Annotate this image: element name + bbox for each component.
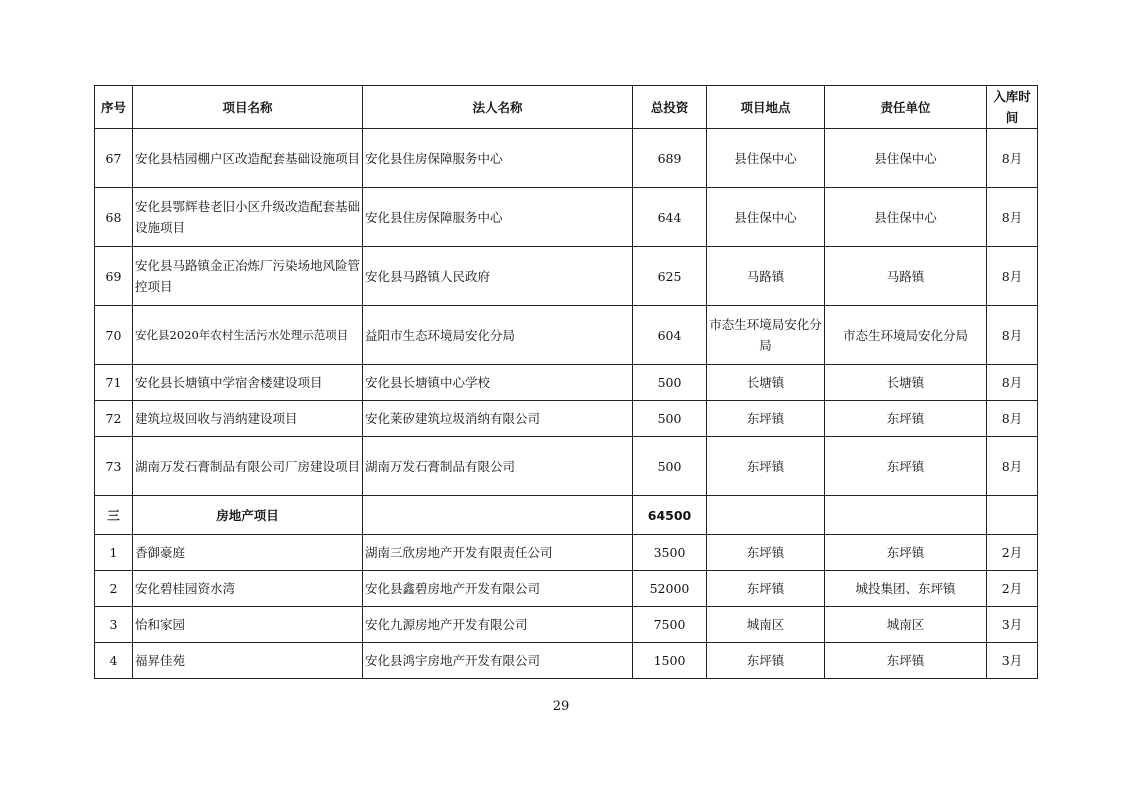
row-project-name: 安化县马路镇金正冶炼厂污染场地风险管控项目 — [133, 247, 363, 306]
table-row — [95, 535, 1038, 571]
project-table — [94, 85, 1038, 679]
row-project-name: 安化碧桂园资水湾 — [133, 571, 363, 607]
row-no: 1 — [95, 535, 133, 571]
row-project-name: 安化县桔园棚户区改造配套基础设施项目 — [133, 129, 363, 188]
row-entry-time: 2月 — [987, 571, 1038, 607]
row-location: 马路镇 — [707, 247, 825, 306]
row-legal-name: 安化县住房保障服务中心 — [363, 188, 633, 247]
header-location: 项目地点 — [707, 86, 825, 129]
row-legal-name: 安化县鸿宇房地产开发有限公司 — [363, 643, 633, 679]
row-no: 4 — [95, 643, 133, 679]
row-project-name: 湖南万发石膏制品有限公司厂房建设项目 — [133, 437, 363, 496]
page-number: 29 — [552, 699, 570, 714]
row-total-investment: 644 — [633, 188, 707, 247]
row-responsible-unit: 马路镇 — [825, 247, 987, 306]
row-total-investment: 7500 — [633, 607, 707, 643]
header-legal-name: 法人名称 — [363, 86, 633, 129]
row-no: 2 — [95, 571, 133, 607]
row-responsible-unit: 东坪镇 — [825, 535, 987, 571]
row-location: 东坪镇 — [707, 571, 825, 607]
row-responsible-unit: 长塘镇 — [825, 365, 987, 401]
row-project-name: 香御豪庭 — [133, 535, 363, 571]
header-entry-time: 入库时间 — [987, 86, 1038, 129]
row-total-investment: 604 — [633, 306, 707, 365]
row-entry-time: 8月 — [987, 437, 1038, 496]
row-entry-time: 8月 — [987, 129, 1038, 188]
section-no: 三 — [95, 496, 133, 535]
table-row — [95, 247, 1038, 306]
table-row — [95, 365, 1038, 401]
table-row — [95, 643, 1038, 679]
row-total-investment: 689 — [633, 129, 707, 188]
row-location: 东坪镇 — [707, 535, 825, 571]
row-no: 68 — [95, 188, 133, 247]
row-legal-name: 安化县鑫碧房地产开发有限公司 — [363, 571, 633, 607]
row-location: 长塘镇 — [707, 365, 825, 401]
row-legal-name: 安化九源房地产开发有限公司 — [363, 607, 633, 643]
row-location: 东坪镇 — [707, 437, 825, 496]
row-project-name: 建筑垃圾回收与消纳建设项目 — [133, 401, 363, 437]
row-entry-time: 3月 — [987, 607, 1038, 643]
row-project-name: 安化县鄂辉巷老旧小区升级改造配套基础设施项目 — [133, 188, 363, 247]
row-no: 70 — [95, 306, 133, 365]
row-entry-time: 8月 — [987, 365, 1038, 401]
row-entry-time: 8月 — [987, 306, 1038, 365]
table-row — [95, 188, 1038, 247]
row-responsible-unit: 城投集团、东坪镇 — [825, 571, 987, 607]
row-entry-time: 8月 — [987, 401, 1038, 437]
header-no: 序号 — [95, 86, 133, 129]
row-total-investment: 625 — [633, 247, 707, 306]
row-project-name: 怡和家园 — [133, 607, 363, 643]
table-row — [95, 437, 1038, 496]
row-project-name: 安化县长塘镇中学宿舍楼建设项目 — [133, 365, 363, 401]
row-legal-name: 湖南三欣房地产开发有限责任公司 — [363, 535, 633, 571]
row-entry-time: 2月 — [987, 535, 1038, 571]
table-row — [95, 129, 1038, 188]
row-location: 市态生环境局安化分局 — [707, 306, 825, 365]
row-legal-name: 安化莱矽建筑垃圾消纳有限公司 — [363, 401, 633, 437]
row-entry-time: 3月 — [987, 643, 1038, 679]
row-total-investment: 500 — [633, 365, 707, 401]
header-project-name: 项目名称 — [133, 86, 363, 129]
table-row — [95, 607, 1038, 643]
row-location: 城南区 — [707, 607, 825, 643]
row-responsible-unit: 县住保中心 — [825, 129, 987, 188]
row-location: 县住保中心 — [707, 188, 825, 247]
row-no: 72 — [95, 401, 133, 437]
row-responsible-unit: 东坪镇 — [825, 401, 987, 437]
row-legal-name: 益阳市生态环境局安化分局 — [363, 306, 633, 365]
table-header-row — [95, 86, 1038, 129]
row-responsible-unit: 城南区 — [825, 607, 987, 643]
header-total-investment: 总投资 — [633, 86, 707, 129]
row-no: 67 — [95, 129, 133, 188]
row-total-investment: 1500 — [633, 643, 707, 679]
table-row — [95, 571, 1038, 607]
row-responsible-unit: 东坪镇 — [825, 437, 987, 496]
row-legal-name: 安化县住房保障服务中心 — [363, 129, 633, 188]
section-legal-name — [363, 496, 633, 535]
table-row — [95, 306, 1038, 365]
section-total-investment: 64500 — [633, 496, 707, 535]
section-name: 房地产项目 — [133, 496, 363, 535]
row-responsible-unit: 东坪镇 — [825, 643, 987, 679]
section-header-row — [95, 496, 1038, 535]
row-entry-time: 8月 — [987, 188, 1038, 247]
table-row — [95, 401, 1038, 437]
row-total-investment: 500 — [633, 401, 707, 437]
row-location: 东坪镇 — [707, 643, 825, 679]
row-location: 东坪镇 — [707, 401, 825, 437]
row-responsible-unit: 县住保中心 — [825, 188, 987, 247]
row-project-name: 安化县2020年农村生活污水处理示范项目 — [133, 306, 363, 365]
row-total-investment: 500 — [633, 437, 707, 496]
row-no: 3 — [95, 607, 133, 643]
row-no: 71 — [95, 365, 133, 401]
row-entry-time: 8月 — [987, 247, 1038, 306]
section-responsible-unit — [825, 496, 987, 535]
header-responsible-unit: 责任单位 — [825, 86, 987, 129]
row-location: 县住保中心 — [707, 129, 825, 188]
row-total-investment: 52000 — [633, 571, 707, 607]
row-legal-name: 安化县马路镇人民政府 — [363, 247, 633, 306]
row-legal-name: 湖南万发石膏制品有限公司 — [363, 437, 633, 496]
section-entry-time — [987, 496, 1038, 535]
row-total-investment: 3500 — [633, 535, 707, 571]
row-responsible-unit: 市态生环境局安化分局 — [825, 306, 987, 365]
row-project-name: 福昇佳苑 — [133, 643, 363, 679]
section-location — [707, 496, 825, 535]
row-no: 69 — [95, 247, 133, 306]
row-no: 73 — [95, 437, 133, 496]
row-legal-name: 安化县长塘镇中心学校 — [363, 365, 633, 401]
